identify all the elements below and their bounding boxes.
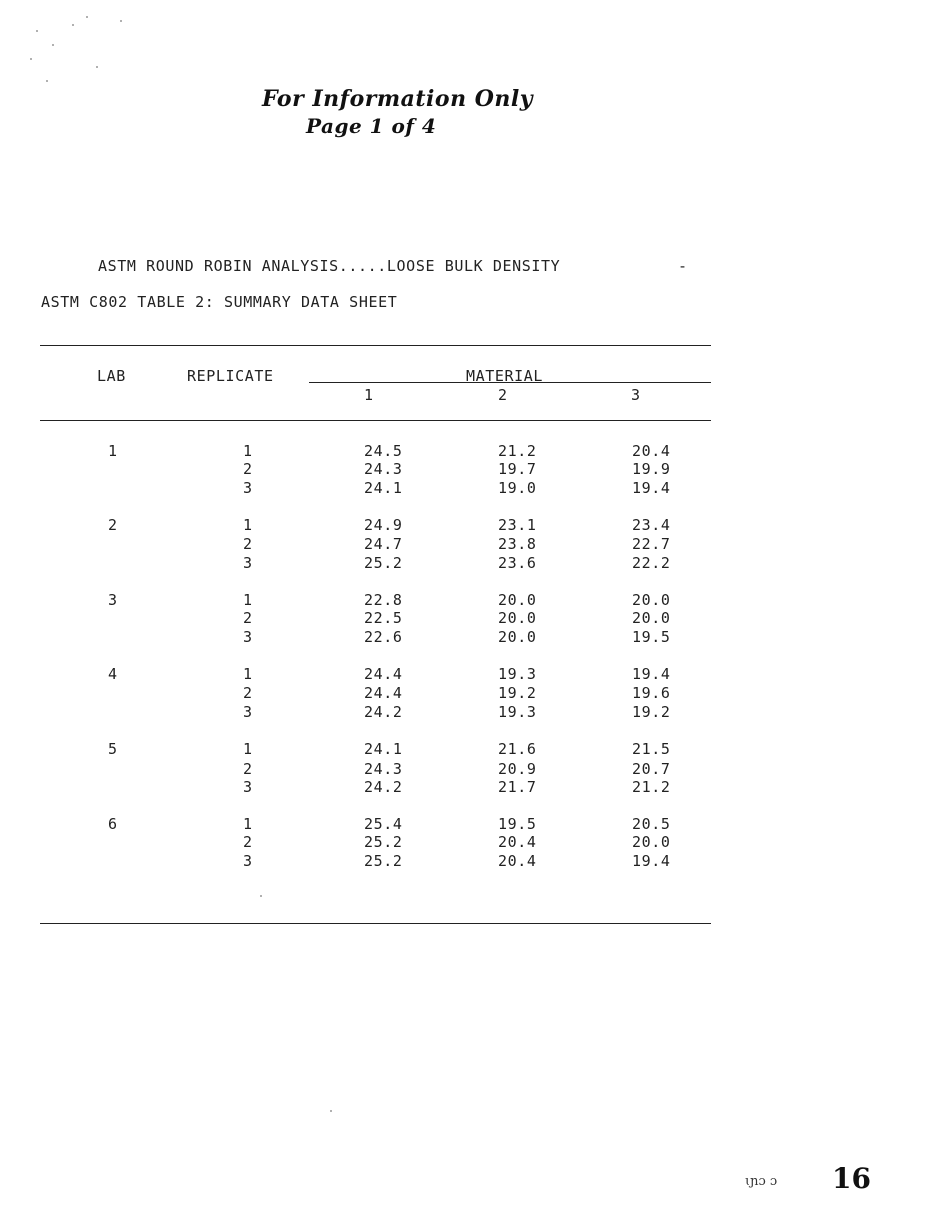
scan-speck [72, 24, 74, 26]
material-3-value: 19.4 [632, 479, 671, 497]
column-header-replicate: REPLICATE [187, 367, 274, 385]
replicate-cell: 1 [243, 665, 253, 683]
material-1-value: 24.5 [364, 442, 403, 460]
column-header-lab: LAB [97, 367, 126, 385]
replicate-cell: 2 [243, 460, 253, 478]
scan-speck [120, 20, 122, 22]
material-2-value: 20.0 [498, 628, 537, 646]
material-2-value: 20.0 [498, 609, 537, 627]
material-3-value: 22.2 [632, 554, 671, 572]
column-header-material-2: 2 [498, 386, 508, 404]
replicate-cell: 1 [243, 442, 253, 460]
table-row [0, 535, 711, 554]
material-3-value: 19.9 [632, 460, 671, 478]
replicate-cell: 3 [243, 554, 253, 572]
replicate-cell: 3 [243, 852, 253, 870]
material-3-value: 20.5 [632, 815, 671, 833]
material-2-value: 19.5 [498, 815, 537, 833]
material-2-value: 23.8 [498, 535, 537, 553]
column-header-material-1: 1 [364, 386, 374, 404]
material-2-value: 21.7 [498, 778, 537, 796]
replicate-cell: 2 [243, 684, 253, 702]
lab-number: 5 [108, 740, 118, 758]
material-3-value: 19.2 [632, 703, 671, 721]
column-header-material-3: 3 [631, 386, 641, 404]
material-1-value: 24.4 [364, 684, 403, 702]
bates-prefix: ɩɲɔ ɔ [745, 1174, 778, 1189]
material-1-value: 25.2 [364, 852, 403, 870]
material-1-value: 24.7 [364, 535, 403, 553]
document-title [98, 257, 688, 275]
material-2-value: 21.2 [498, 442, 537, 460]
material-3-value: 19.4 [632, 665, 671, 683]
material-2-value: 19.0 [498, 479, 537, 497]
material-2-value: 21.6 [498, 740, 537, 758]
lab-number: 6 [108, 815, 118, 833]
replicate-cell: 3 [243, 628, 253, 646]
material-2-value: 20.4 [498, 833, 537, 851]
handwritten-note-page: Page 1 of 4 [306, 114, 437, 138]
table-row [0, 665, 711, 684]
document-subtitle: ASTM C802 TABLE 2: SUMMARY DATA SHEET [41, 293, 398, 311]
scan-speck [330, 1110, 332, 1112]
table-row [0, 442, 711, 461]
table-row [0, 815, 711, 834]
material-2-value: 20.9 [498, 760, 537, 778]
material-1-value: 22.5 [364, 609, 403, 627]
material-3-value: 21.2 [632, 778, 671, 796]
title-dash: - [678, 257, 688, 275]
scan-speck [30, 58, 32, 60]
material-1-value: 24.4 [364, 665, 403, 683]
material-1-value: 22.6 [364, 628, 403, 646]
column-header-material: MATERIAL [466, 367, 544, 385]
material-1-value: 22.8 [364, 591, 403, 609]
material-1-value: 25.2 [364, 833, 403, 851]
table-row [0, 740, 711, 759]
table-header-rule [40, 420, 711, 421]
material-3-value: 20.0 [632, 591, 671, 609]
material-2-value: 20.0 [498, 591, 537, 609]
replicate-cell: 3 [243, 703, 253, 721]
replicate-cell: 2 [243, 760, 253, 778]
scan-speck [52, 44, 54, 46]
table-row [0, 591, 711, 610]
replicate-cell: 3 [243, 778, 253, 796]
material-3-value: 23.4 [632, 516, 671, 534]
material-1-value: 24.2 [364, 778, 403, 796]
material-1-value: 24.3 [364, 760, 403, 778]
material-1-value: 24.1 [364, 479, 403, 497]
page-number: 16 [832, 1162, 871, 1195]
material-3-value: 20.0 [632, 609, 671, 627]
material-3-value: 20.7 [632, 760, 671, 778]
replicate-cell: 2 [243, 833, 253, 851]
replicate-cell: 1 [243, 516, 253, 534]
material-1-value: 24.3 [364, 460, 403, 478]
scan-speck [86, 16, 88, 18]
replicate-cell: 2 [243, 535, 253, 553]
material-1-value: 24.2 [364, 703, 403, 721]
replicate-cell: 1 [243, 591, 253, 609]
replicate-cell: 1 [243, 815, 253, 833]
table-row [0, 760, 711, 779]
material-2-value: 23.6 [498, 554, 537, 572]
lab-number: 2 [108, 516, 118, 534]
lab-number: 1 [108, 442, 118, 460]
table-row [0, 833, 711, 852]
replicate-cell: 3 [243, 479, 253, 497]
material-2-value: 19.3 [498, 703, 537, 721]
scan-speck [260, 895, 262, 897]
table-row [0, 554, 711, 573]
replicate-cell: 2 [243, 609, 253, 627]
material-2-value: 20.4 [498, 852, 537, 870]
table-row [0, 778, 711, 797]
material-1-value: 24.1 [364, 740, 403, 758]
table-top-rule [40, 345, 711, 346]
material-3-value: 20.4 [632, 442, 671, 460]
material-3-value: 19.5 [632, 628, 671, 646]
table-row [0, 684, 711, 703]
material-2-value: 19.3 [498, 665, 537, 683]
material-1-value: 25.2 [364, 554, 403, 572]
lab-number: 3 [108, 591, 118, 609]
table-row [0, 460, 711, 479]
material-2-value: 19.2 [498, 684, 537, 702]
handwritten-note-info-only: For Information Only [262, 86, 534, 112]
material-3-value: 20.0 [632, 833, 671, 851]
material-3-value: 19.6 [632, 684, 671, 702]
table-row [0, 628, 711, 647]
lab-number: 4 [108, 665, 118, 683]
table-bottom-rule [40, 923, 711, 924]
scan-speck [36, 30, 38, 32]
table-row [0, 479, 711, 498]
table-row [0, 516, 711, 535]
material-2-value: 23.1 [498, 516, 537, 534]
scan-speck [46, 80, 48, 82]
table-row [0, 703, 711, 722]
material-3-value: 19.4 [632, 852, 671, 870]
material-1-value: 25.4 [364, 815, 403, 833]
material-3-value: 21.5 [632, 740, 671, 758]
replicate-cell: 1 [243, 740, 253, 758]
material-2-value: 19.7 [498, 460, 537, 478]
scan-speck [96, 66, 98, 68]
table-row [0, 609, 711, 628]
material-1-value: 24.9 [364, 516, 403, 534]
table-row [0, 852, 711, 871]
material-3-value: 22.7 [632, 535, 671, 553]
document-title-text: ASTM ROUND ROBIN ANALYSIS.....LOOSE BULK DENSITY [98, 257, 561, 275]
